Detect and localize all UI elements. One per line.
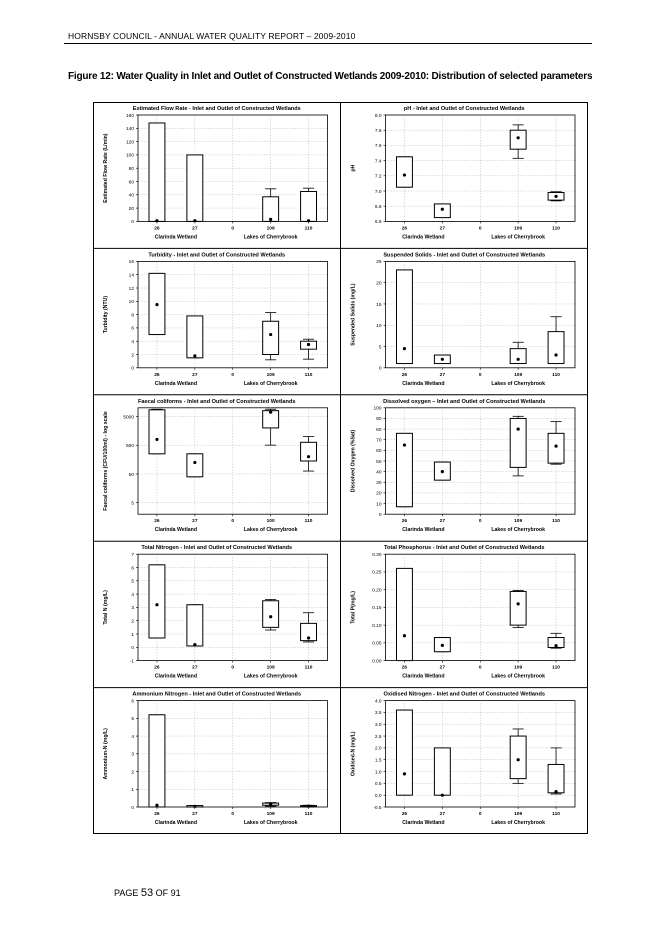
mean-point: [155, 219, 158, 222]
y-tick-label: 10: [376, 502, 382, 508]
box-rect: [263, 321, 279, 354]
y-tick-label: 140: [125, 127, 134, 133]
box-110: [301, 805, 317, 808]
box-rect: [187, 316, 203, 358]
mean-point: [269, 218, 272, 221]
x-tick-label: 27: [192, 372, 198, 378]
box-109: [510, 342, 526, 363]
mean-point: [554, 790, 557, 793]
box-110: [301, 339, 317, 359]
y-tick-label: 50: [128, 472, 134, 478]
group-label: Clarinda Wetland: [402, 527, 445, 534]
y-tick-label: 1.5: [374, 758, 382, 764]
x-tick-label: 110: [304, 812, 313, 817]
x-tick-label: 109: [514, 372, 523, 378]
y-tick-label: 0.30: [372, 553, 382, 558]
y-axis-label: Estimated Flow Rate (L/min): [103, 133, 109, 203]
x-tick-label: 27: [192, 226, 198, 232]
mean-point: [269, 411, 272, 414]
y-tick-label: 7.2: [374, 174, 382, 180]
y-tick-label: 14: [128, 273, 134, 279]
box-26: [396, 710, 412, 795]
page-of: OF 91: [155, 888, 181, 898]
box-27: [434, 748, 450, 797]
chart-panel-6: [341, 395, 589, 541]
y-tick-label: 20: [128, 206, 134, 212]
chart-panel-8: [341, 541, 589, 687]
chart-title: Ammonium Nitrogen - Inlet and Outlet of Constructed Wetlands: [132, 691, 302, 698]
y-tick-label: 2: [131, 770, 134, 776]
group-label: Clarinda Wetland: [154, 380, 198, 387]
y-tick-label: 120: [125, 140, 134, 146]
mean-point: [554, 195, 557, 198]
group-label: Lakes of Cherrybrook: [243, 527, 298, 534]
chart-panel-1: [103, 106, 328, 240]
x-tick-label: 109: [514, 519, 523, 525]
mean-point: [403, 772, 406, 775]
mean-point: [155, 804, 158, 807]
y-tick-label: 5: [378, 345, 382, 351]
x-tick-label: 109: [514, 812, 523, 817]
mean-point: [403, 634, 406, 637]
chart-panel-9: [93, 688, 341, 826]
y-tick-label: 1.0: [374, 770, 382, 776]
chart-panel-4: [341, 248, 589, 394]
box-100: [263, 409, 279, 445]
box-27: [434, 204, 450, 218]
y-tick-label: 4: [131, 340, 134, 345]
y-tick-label: 40: [376, 470, 382, 476]
y-tick-label: 0.15: [372, 606, 382, 612]
box-rect: [548, 332, 564, 364]
y-tick-label: 2: [131, 619, 134, 625]
y-tick-label: 0: [131, 220, 134, 226]
x-tick-label: 0: [231, 226, 235, 232]
group-label: Clarinda Wetland: [402, 234, 445, 241]
x-tick-label: 0: [478, 519, 482, 525]
x-tick-label: 109: [266, 665, 275, 671]
y-tick-label: 16: [128, 260, 134, 266]
box-26: [149, 565, 165, 638]
x-tick-label: 27: [192, 519, 198, 525]
box-109: [263, 189, 279, 222]
y-axis-label: Ammonium-N (mg/L): [103, 728, 109, 780]
box-26: [149, 123, 165, 222]
mean-point: [307, 636, 310, 639]
x-tick-label: 109: [514, 665, 523, 671]
group-label: Lakes of Cherrybrook: [491, 380, 545, 387]
mean-point: [193, 643, 196, 646]
chart-panel-2: [341, 102, 576, 248]
mean-point: [403, 443, 406, 446]
x-tick-label: 26: [154, 372, 160, 378]
group-label: Clarinda Wetland: [402, 673, 445, 680]
mean-point: [155, 603, 158, 606]
mean-point: [441, 358, 444, 361]
x-tick-label: 110: [552, 372, 560, 378]
y-tick-label: 0.20: [372, 588, 382, 594]
y-tick-label: 2.5: [374, 734, 382, 740]
y-tick-label: 0: [378, 513, 382, 518]
mean-point: [307, 455, 310, 458]
x-tick-label: 26: [154, 519, 160, 525]
y-tick-label: 3: [131, 752, 134, 758]
y-tick-label: 3.0: [374, 723, 382, 729]
y-tick-label: 0.05: [372, 641, 382, 647]
mean-point: [193, 461, 196, 464]
box-110: [301, 188, 317, 222]
y-tick-label: 4: [131, 592, 134, 598]
mean-point: [193, 805, 196, 808]
y-tick-label: 5: [131, 579, 134, 585]
y-tick-label: 0.5: [374, 782, 382, 788]
box-27: [187, 155, 203, 222]
mean-point: [269, 803, 272, 806]
y-tick-label: 7.8: [374, 129, 382, 134]
box-rect: [187, 155, 203, 222]
box-27: [187, 316, 203, 358]
chart-panel-5: [93, 395, 341, 533]
figure-title: Figure 12: Water Quality in Inlet and Outlet of Constructed Wetlands 2009-2010: Distribution of selected parameters: [68, 71, 593, 82]
x-tick-label: 110: [304, 372, 313, 378]
x-tick-label: 110: [552, 665, 560, 671]
x-tick-label: 26: [154, 226, 160, 232]
x-tick-label: 26: [401, 665, 408, 671]
page-word: PAGE: [114, 888, 139, 898]
x-tick-label: 110: [552, 519, 560, 525]
y-tick-label: 20: [376, 491, 382, 497]
y-axis-label: Suspended Solids (mg/L): [350, 283, 357, 346]
y-tick-label: 30: [376, 481, 382, 487]
box-rect: [434, 748, 450, 795]
y-tick-label: 0: [378, 366, 382, 372]
box-109: [510, 416, 526, 476]
chart-panel-3: [93, 248, 341, 386]
box-109: [510, 125, 526, 158]
y-tick-label: 3.5: [374, 711, 382, 717]
y-tick-label: 1: [131, 632, 134, 638]
x-tick-label: 26: [401, 372, 408, 378]
y-tick-label: 10: [376, 324, 382, 330]
y-tick-label: 6: [131, 566, 134, 572]
y-axis-label: pH: [350, 164, 357, 172]
x-tick-label: 26: [154, 812, 160, 817]
box-109: [263, 313, 279, 360]
y-tick-label: 25: [376, 260, 382, 266]
x-tick-label: 27: [439, 372, 446, 378]
y-tick-label: 0.0: [374, 793, 382, 799]
box-27: [434, 638, 450, 652]
y-axis-label: Dissolved Oxygen (%Sat): [350, 429, 357, 493]
y-tick-label: 7.4: [374, 159, 382, 165]
page-footer: [114, 887, 181, 899]
mean-point: [441, 644, 444, 647]
group-label: Clarinda Wetland: [402, 820, 445, 826]
box-27: [187, 805, 203, 808]
box-26: [396, 568, 412, 660]
mean-point: [269, 615, 272, 618]
mean-point: [441, 208, 444, 211]
y-axis-label: Faecal coliforms (CFU/100ml) - log scale: [103, 411, 109, 511]
y-tick-label: 60: [128, 180, 134, 186]
y-tick-label: 10: [128, 300, 134, 306]
box-rect: [149, 715, 165, 807]
x-tick-label: 100: [266, 519, 275, 525]
y-tick-label: 100: [125, 153, 134, 159]
box-27: [187, 605, 203, 647]
y-tick-label: 2.0: [374, 746, 382, 752]
y-tick-label: 0: [131, 366, 134, 372]
x-tick-label: 0: [231, 372, 235, 378]
y-tick-label: 0: [131, 646, 134, 652]
y-axis-label: Oxidised-N (mg/L): [350, 731, 357, 777]
mean-point: [441, 794, 444, 797]
y-tick-label: 3: [131, 606, 134, 612]
box-rect: [149, 410, 165, 454]
mean-point: [517, 358, 520, 361]
box-rect: [263, 197, 279, 222]
mean-point: [307, 219, 310, 222]
box-110: [548, 317, 564, 364]
chart-title: Total Phosphorus - Inlet and Outlet of Constructed Wetlands: [384, 545, 545, 552]
y-tick-label: 20: [376, 281, 382, 287]
group-label: Clarinda Wetland: [402, 380, 445, 387]
x-tick-label: 0: [478, 372, 482, 378]
box-rect: [510, 418, 526, 467]
box-26: [396, 433, 412, 506]
y-tick-label: -0.5: [373, 805, 382, 811]
y-tick-label: 0.10: [372, 623, 382, 629]
chart-title: Oxidised Nitrogen - Inlet and Outlet of Constructed Wetlands: [383, 691, 546, 698]
box-110: [548, 748, 564, 794]
mean-point: [517, 758, 520, 761]
y-tick-label: 80: [376, 427, 382, 433]
mean-point: [517, 136, 520, 139]
x-tick-label: 109: [266, 812, 275, 817]
chart-title: Dissolved oxygen – Inlet and Outlet of Constructed Wetlands: [383, 398, 546, 405]
box-rect: [510, 591, 526, 625]
x-tick-label: 109: [266, 372, 275, 378]
box-rect: [301, 191, 317, 221]
y-tick-label: 0: [131, 805, 134, 811]
chart-title: Turbidity - Inlet and Outlet of Constructed Wetlands: [148, 252, 286, 259]
mean-point: [403, 347, 406, 350]
box-rect: [548, 433, 564, 463]
x-tick-label: 0: [231, 665, 235, 671]
x-tick-label: 27: [439, 519, 446, 525]
box-109: [510, 729, 526, 783]
group-label: Lakes of Cherrybrook: [243, 234, 298, 241]
y-tick-label: 4: [131, 734, 134, 740]
chart-title: Faecal coliforms - Inlet and Outlet of Constructed Wetlands: [138, 398, 296, 405]
box-rect: [548, 764, 564, 792]
group-label: Lakes of Cherrybrook: [243, 820, 298, 826]
y-tick-label: 5000: [123, 415, 134, 421]
x-tick-label: 0: [231, 519, 235, 525]
y-tick-label: 2: [131, 353, 134, 359]
y-tick-label: 6.6: [374, 220, 382, 226]
box-110: [301, 613, 317, 642]
x-tick-label: 110: [304, 226, 313, 232]
x-tick-label: 0: [478, 226, 482, 232]
box-110: [548, 422, 564, 465]
y-tick-label: 5: [131, 501, 134, 507]
y-tick-label: -1: [129, 659, 134, 665]
box-rect: [510, 130, 526, 149]
chart-title: Suspended Solids - Inlet and Outlet of Constructed Wetlands: [383, 252, 546, 259]
y-tick-label: 6.8: [374, 205, 382, 210]
box-rect: [396, 710, 412, 795]
x-tick-label: 110: [304, 665, 313, 671]
box-27: [434, 355, 450, 364]
y-tick-label: 4.0: [374, 699, 382, 705]
x-tick-label: 110: [304, 519, 313, 525]
group-label: Lakes of Cherrybrook: [491, 820, 545, 826]
y-tick-label: 160: [125, 113, 134, 119]
group-label: Lakes of Cherrybrook: [491, 234, 545, 241]
y-tick-label: 6: [131, 699, 134, 705]
y-tick-label: 0.00: [372, 659, 382, 665]
mean-point: [517, 602, 520, 605]
box-rect: [510, 349, 526, 364]
box-27: [187, 454, 203, 477]
x-tick-label: 26: [401, 519, 408, 525]
box-109: [263, 803, 279, 807]
x-tick-label: 27: [439, 665, 446, 671]
mean-point: [554, 644, 557, 647]
x-tick-label: 0: [478, 812, 482, 817]
x-tick-label: 109: [266, 226, 275, 232]
y-tick-label: 15: [376, 302, 382, 308]
chart-title: Total Nitrogen - Inlet and Outlet of Constructed Wetlands: [141, 545, 293, 552]
y-tick-label: 7.6: [374, 144, 382, 150]
mean-point: [517, 427, 520, 430]
y-tick-label: 7: [131, 553, 134, 558]
report-header: HORNSBY COUNCIL - ANNUAL WATER QUALITY REPORT – 2009-2010: [68, 31, 356, 41]
box-26: [149, 715, 165, 807]
x-tick-label: 109: [514, 226, 523, 232]
mean-point: [554, 353, 557, 356]
box-110: [548, 633, 564, 648]
box-rect: [263, 601, 279, 628]
chart-panel-10: [341, 688, 589, 834]
x-tick-label: 26: [401, 226, 408, 232]
x-tick-label: 110: [552, 812, 560, 817]
mean-point: [307, 805, 310, 808]
chart-panel-7: [93, 541, 341, 679]
mean-point: [155, 438, 158, 441]
chart-title: pH - Inlet and Outlet of Constructed Wetlands: [403, 106, 525, 112]
group-label: Lakes of Cherrybrook: [491, 673, 545, 680]
box-rect: [396, 568, 412, 660]
x-tick-label: 26: [401, 812, 408, 817]
x-tick-label: 0: [231, 812, 235, 817]
box-26: [149, 409, 165, 454]
group-label: Lakes of Cherrybrook: [491, 527, 545, 534]
y-tick-label: 6: [131, 326, 134, 332]
x-tick-label: 0: [478, 665, 482, 671]
group-label: Lakes of Cherrybrook: [243, 673, 298, 680]
group-label: Lakes of Cherrybrook: [243, 380, 298, 387]
y-tick-label: 12: [128, 286, 134, 292]
mean-point: [193, 354, 196, 357]
y-tick-label: 40: [128, 193, 134, 199]
mean-point: [403, 173, 406, 176]
y-tick-label: 70: [376, 438, 382, 444]
group-label: Clarinda Wetland: [154, 820, 198, 826]
mean-point: [269, 333, 272, 336]
box-rect: [187, 454, 203, 477]
x-tick-label: 27: [439, 226, 446, 232]
box-rect: [149, 565, 165, 638]
y-tick-label: 50: [376, 459, 382, 465]
group-label: Clarinda Wetland: [154, 527, 198, 534]
x-tick-label: 26: [154, 665, 160, 671]
box-110: [548, 192, 564, 201]
y-tick-label: 60: [376, 449, 382, 455]
chart-title: Estimated Flow Rate - Inlet and Outlet of Constructed Wetlands: [132, 106, 301, 112]
box-rect: [187, 605, 203, 646]
box-rect: [510, 736, 526, 779]
mean-point: [307, 343, 310, 346]
y-tick-label: 500: [125, 444, 134, 450]
group-label: Clarinda Wetland: [154, 234, 198, 241]
box-109: [263, 599, 279, 630]
box-109: [510, 590, 526, 627]
box-27: [434, 462, 450, 480]
x-tick-label: 27: [192, 665, 198, 671]
box-26: [149, 273, 165, 334]
x-tick-label: 27: [192, 812, 198, 817]
box-rect: [396, 157, 412, 187]
x-tick-label: 27: [439, 812, 446, 817]
y-tick-label: 1: [131, 788, 134, 794]
group-label: Clarinda Wetland: [154, 673, 198, 680]
y-axis-label: Total P(mg/L): [350, 591, 357, 624]
y-axis-label: Total N (mg/L): [103, 590, 109, 625]
y-tick-label: 80: [128, 167, 134, 172]
box-26: [396, 157, 412, 187]
y-tick-label: 8: [131, 313, 134, 319]
y-axis-label: Turbidity (NTU): [103, 295, 109, 334]
page-number: 53: [140, 887, 154, 899]
mean-point: [155, 303, 158, 306]
mean-point: [554, 445, 557, 448]
y-tick-label: 100: [373, 406, 382, 412]
y-tick-label: 7.0: [374, 189, 382, 195]
mean-point: [441, 470, 444, 473]
y-tick-label: 0.25: [372, 570, 382, 576]
y-tick-label: 90: [376, 417, 382, 423]
box-110: [301, 437, 317, 472]
box-rect: [149, 123, 165, 221]
y-tick-label: 8.0: [374, 113, 382, 119]
mean-point: [193, 219, 196, 222]
x-tick-label: 110: [552, 226, 560, 232]
y-tick-label: 5: [131, 717, 134, 723]
box-26: [396, 270, 412, 364]
